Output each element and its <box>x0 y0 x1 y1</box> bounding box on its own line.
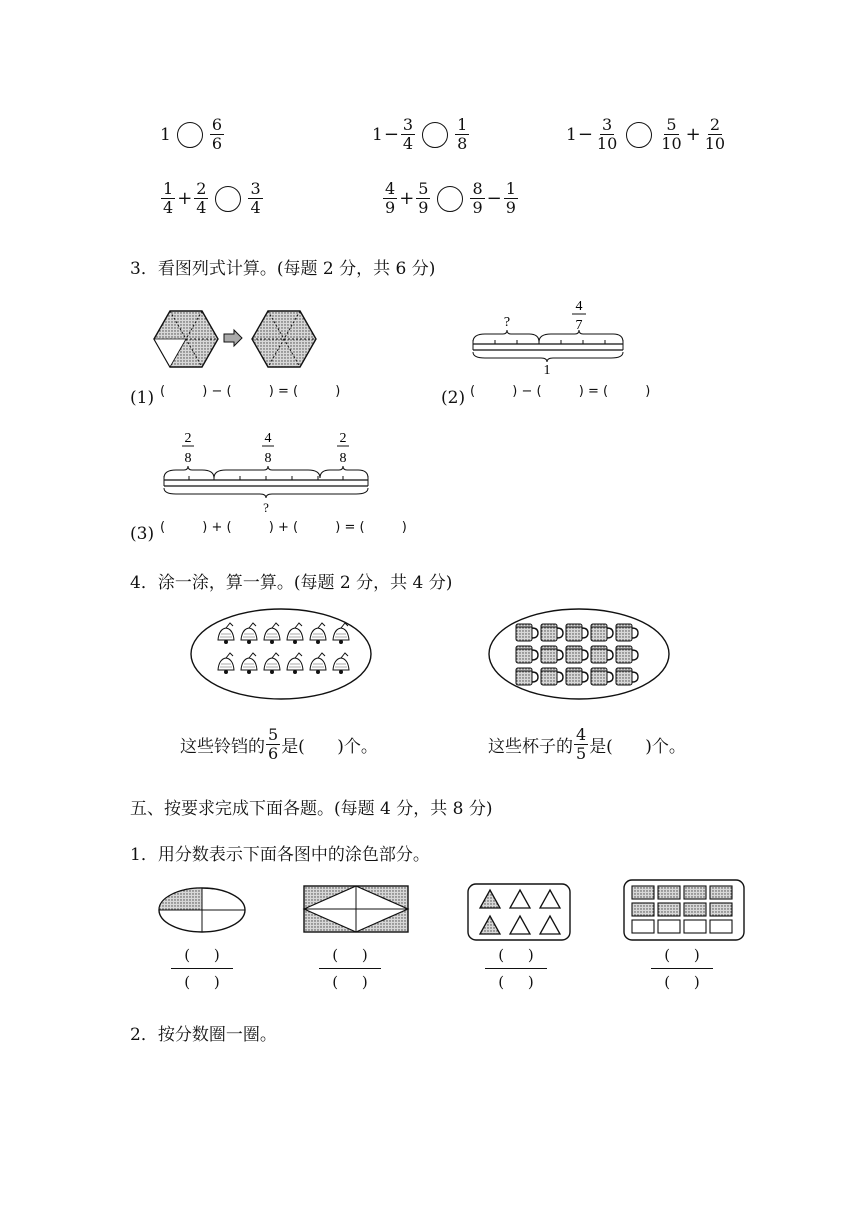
fraction: $\frac{8}{9}$ <box>472 179 483 217</box>
compare-circle[interactable] <box>626 122 652 148</box>
fig3-b-num: 4 <box>264 431 272 446</box>
compare-circle[interactable] <box>215 186 241 212</box>
bells-text-pre: 这些铃铛的 <box>180 737 265 757</box>
cups-oval <box>486 606 672 702</box>
fig3-question: ? <box>263 500 269 515</box>
segment-figure-3 <box>158 428 378 516</box>
fraction: $\frac{6}{6}$ <box>211 115 223 153</box>
operator: + <box>685 124 701 145</box>
compare-circle[interactable] <box>177 122 203 148</box>
square-shape <box>684 886 706 899</box>
number: 1 <box>160 124 171 145</box>
square-shape <box>684 903 706 916</box>
shape-squares <box>622 878 746 942</box>
compare-item <box>160 180 264 217</box>
square-shape <box>632 886 654 899</box>
q3-part1-label: (1) <box>130 388 155 408</box>
square-shape <box>710 886 732 899</box>
operator: − <box>577 124 593 145</box>
compare-circle[interactable] <box>422 122 448 148</box>
bells-fraction: $\frac{5}{6}$ <box>268 725 279 763</box>
number: 1 <box>566 124 577 145</box>
q3-part1-blank[interactable]: ( ) − ( ) = ( ) <box>160 384 341 399</box>
operator: + <box>177 188 193 209</box>
operator: − <box>486 188 502 209</box>
fraction: $\frac{1}{8}$ <box>457 115 468 153</box>
cups-fraction: $\frac{4}{5}$ <box>576 725 587 763</box>
square-shape <box>658 920 680 933</box>
operator: + <box>399 188 415 209</box>
hexagon-figure <box>152 306 322 372</box>
fig3-b-den: 8 <box>264 451 272 466</box>
square-shape <box>658 886 680 899</box>
section5-q1: 1．用分数表示下面各图中的涂色部分。 <box>130 845 430 865</box>
operator: − <box>383 124 399 145</box>
compare-item <box>566 116 728 153</box>
fraction: $\frac{3}{4}$ <box>402 115 414 153</box>
fraction: $\frac{1}{4}$ <box>163 179 174 217</box>
q3-part3-label: (3) <box>130 524 155 544</box>
square-shape <box>684 920 706 933</box>
q3-heading: 3．看图列式计算。(每题 2 分，共 6 分) <box>130 259 436 279</box>
cups-text-pre: 这些杯子的 <box>488 737 573 757</box>
fraction: $\frac{4}{9}$ <box>385 179 396 217</box>
answer-fraction-1[interactable]: ( ) ( ) <box>172 946 232 991</box>
square-shape <box>710 903 732 916</box>
fig3-c-den: 8 <box>339 451 347 466</box>
compare-item <box>382 180 519 217</box>
fraction: $\frac{3}{10}$ <box>596 115 618 153</box>
fig2-top-num: 4 <box>575 299 583 314</box>
fig2-question: ? <box>503 315 511 330</box>
cups-answer-blank[interactable]: 是( )个。 <box>589 737 686 757</box>
compare-row-1 <box>0 116 860 166</box>
fraction: $\frac{5}{10}$ <box>661 115 682 153</box>
answer-fraction-2[interactable]: ( ) ( ) <box>320 946 380 991</box>
section5-q2: 2．按分数圈一圈。 <box>130 1025 277 1045</box>
answer-fraction-3[interactable]: ( ) ( ) <box>486 946 546 991</box>
section5-heading: 五、按要求完成下面各题。(每题 4 分，共 8 分) <box>130 799 493 819</box>
square-shape <box>658 903 680 916</box>
compare-item <box>372 116 470 153</box>
shape-triangles <box>466 882 572 942</box>
fig3-a-den: 8 <box>184 451 192 466</box>
segment-figure-2 <box>465 296 635 376</box>
square-shape <box>632 920 654 933</box>
shape-oval-quarters <box>156 884 248 936</box>
answer-fraction-4[interactable]: ( ) ( ) <box>652 946 712 991</box>
q4-heading: 4．涂一涂，算一算。(每题 2 分，共 4 分) <box>130 573 453 593</box>
fraction: $\frac{5}{9}$ <box>418 179 429 217</box>
fraction: $\frac{1}{9}$ <box>505 179 516 217</box>
q3-part2-label: (2) <box>441 388 466 408</box>
fig2-top-den: 7 <box>575 318 583 333</box>
square-shape <box>632 903 654 916</box>
q3-part2-blank[interactable]: ( ) − ( ) = ( ) <box>470 384 651 399</box>
shape-rect-diamond <box>302 884 410 934</box>
fig3-c-num: 2 <box>339 431 347 446</box>
bells-question <box>180 726 378 763</box>
bells-answer-blank[interactable]: 是( )个。 <box>281 737 378 757</box>
cups-question <box>488 726 686 763</box>
fig3-a-num: 2 <box>184 431 192 446</box>
compare-item <box>160 116 225 153</box>
fraction: $\frac{3}{4}$ <box>250 179 261 217</box>
bells-oval <box>188 606 374 702</box>
compare-row-2 <box>0 180 860 230</box>
fig2-total: 1 <box>543 363 551 376</box>
q3-part3-blank[interactable]: ( ) + ( ) + ( ) = ( ) <box>160 520 407 535</box>
square-shape <box>710 920 732 933</box>
number: 1 <box>372 124 383 145</box>
fraction: $\frac{2}{10}$ <box>704 115 726 153</box>
fraction: $\frac{2}{4}$ <box>196 179 207 217</box>
compare-circle[interactable] <box>437 186 463 212</box>
